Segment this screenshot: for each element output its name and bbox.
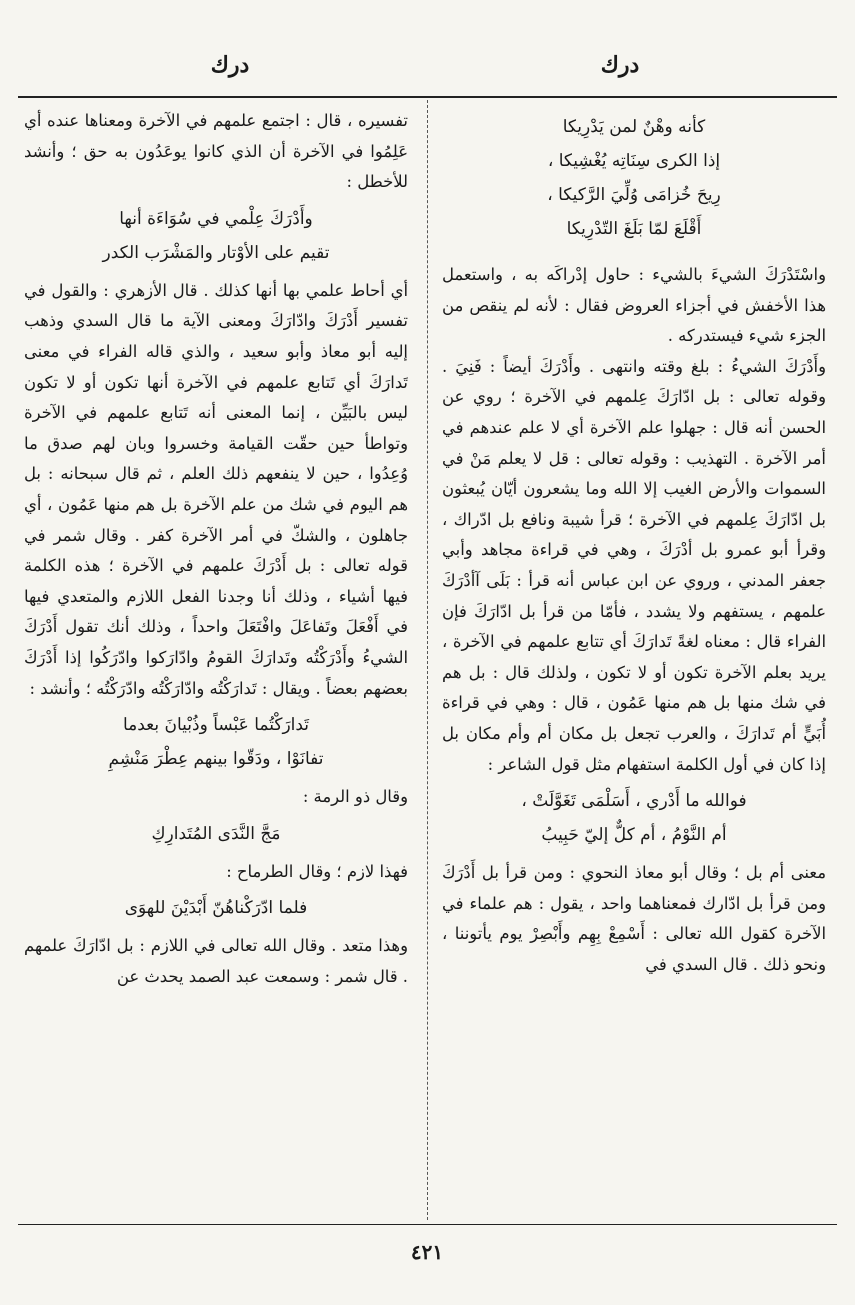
paragraph: وهذا متعد . وقال الله تعالى في اللازم : بل ادّارَكَ علمهم . قال شمر : وسمعت عبد الصمد يحدث عن xyxy=(24,936,408,986)
paragraph: واسْتَدْرَكَ الشيءَ بالشيء : حاول إدْراكَه به ، واستعمل هذا الأخفش في أجزاء العروض فقال : لأنه لم ينقص من الجزء شيء فيستدركه . xyxy=(442,265,826,346)
paragraph: فهذا لازم ؛ وقال الطرماح : xyxy=(226,861,408,881)
header-word-left: درك xyxy=(210,52,250,78)
verse-line: تقيم على الأوْتار والمَشْرَب الكدر xyxy=(102,242,330,263)
column-divider xyxy=(427,100,428,1220)
verse-line: وأَدْرَكَ عِلْمي في سُوَاءَة أنها xyxy=(119,208,313,229)
verse-block xyxy=(24,708,408,776)
verse-line: أَقْلَعَ لمّا بَلَغَ التّدْرِيكا xyxy=(566,219,702,239)
verse-line: أم النَّوْمُ ، أم كلٌّ إليّ حَبِيبُ xyxy=(541,825,727,846)
top-rule xyxy=(18,96,837,98)
verse-block xyxy=(24,817,408,851)
verse-block xyxy=(442,110,826,246)
verse-line: مَجَّ النَّدَى المُتَدارِكِ xyxy=(151,823,281,844)
verse-line: إذا الكرى سِنَاتِه يُغْشِيكا ، xyxy=(547,151,721,171)
paragraph: وقال ذو الرمة : xyxy=(302,787,408,807)
verse-line: فوالله ما أَدْري ، أَسَلْمَى تَغَوَّلَتْ ، xyxy=(521,791,747,812)
header-word-right: درك xyxy=(600,52,640,78)
right-column xyxy=(442,106,826,1216)
verse-block xyxy=(24,891,408,925)
paragraph: أي أحاط علمي بها أنها كذلك . قال الأزهري : والقول في تفسير أَدْرَكَ وادّارَكَ ومعنى الآية ما قال السدي وذهب إليه أبو معاذ وأبو سعيد ، والذي قاله الفراء في معنى تَدارَكَ أي تَتابع علمهم في الآخرة أنها تكون أو لا تكون ليس بالبَيِّن ، إنما المعنى أنه تَتابع علمهم في الآخرة وتواطأ حين حقّت القيامة وخسروا وبان لهم صدق ما وُعِدُوا ، حين لا ينفعهم ذلك العلم ، ثم قال سبحانه : بل هم اليوم في شك من علم الآخرة بل هم منها عَمُون ، أي جاهلون ، والشكّ في أمر الآخرة كفر . وقال شمر في قوله تعالى : بل أَدْرَكَ علمهم في الآخرة ؛ هذه الكلمة فيها أشياء ، وذلك أنا وجدنا الفعل اللازم والمتعدي فيها في أَفْعَلَ وتَفاعَلَ وافْتَعَلَ واحداً ، وذلك أنك تقول أَدْرَكَ الشيءُ وأَدْرَكْتُه وتَدارَكَ القومُ وادّارَكوا وادّرَكُوا إذا أَدْرَكَ بعضهم بعضاً . ويقال : تَدارَكْتُه وادّارَكْتُه وادّرَكْتُه ؛ وأنشد : xyxy=(24,280,408,698)
verse-block xyxy=(442,784,826,852)
verse-block xyxy=(24,202,408,270)
left-column xyxy=(24,106,408,1216)
paragraph: تفسيره ، قال : اجتمع علمهم في الآخرة ومعناها عنده أي عَلِمُوا في الآخرة أن الذي كانوا يوعَدُون به حق ؛ وأنشد للأخطل : xyxy=(24,111,408,192)
verse-line: رِيحَ خُزامَى وُلِّيَ الرَّكيكا ، xyxy=(547,185,721,205)
verse-line: فلما ادّرَكْناهُنّ أَبْدَيْنَ للهوَى xyxy=(124,898,308,919)
page-number: ٤٢١ xyxy=(410,1240,444,1264)
verse-line: تفانَوْا ، ودَقّوا بينهم عِطْرَ مَنْشِمِ xyxy=(108,749,324,770)
paragraph: وأَدْرَكَ الشيءُ : بلغ وقته وانتهى . وأَدْرَكَ أيضاً : فَنِيَ . وقوله تعالى : بل ادّارَكَ عِلمهم في الآخرة ؛ روي عن الحسن أنه قال : جهلوا علم الآخرة أي لا علم عندهم في أمر الآخرة . التهذيب : وقوله تعالى : قل لا يعلم مَنْ في السموات والأرض الغيب إلا الله وما يشعرون أيّان يُبعثون بل ادّارَكَ عِلمهم في الآخرة ؛ قرأ شيبة ونافع بل ادّراك ، وقرأ أبو عمرو بل أدْرَكَ ، وهي في قراءة مجاهد وأبي جعفر المدني ، وروي عن ابن عباس أنه قرأ : بَلَى آأدْرَكَ علمهم ، يستفهم ولا يشدد ، فأمّا من قرأ بل ادّارَكَ فإن الفراء قال : معناه لغةً تَدارَكَ أي تتابع علمهم في الآخرة ، يريد بعلم الآخرة تكون أو لا تكون ، ولذلك قال : بل هم في شك منها بل هم منها عَمُون ، قال : وهي في قراءة أُبَيٍّ أم تَدارَكَ ، والعرب تجعل بل مكان أم وأم مكان بل إذا كان في أول الكلمة استفهام مثل قول الشاعر : xyxy=(442,356,826,774)
bottom-rule xyxy=(18,1224,837,1225)
verse-line: كأنه وهْنٌ لمن يَدْرِيكا xyxy=(562,117,706,137)
verse-line: تَدارَكْتُما عَبْساً وذُبْيانَ بعدما xyxy=(122,715,310,736)
paragraph: معنى أم بل ؛ وقال أبو معاذ النحوي : ومن قرأ بل أَدْرَكَ ومن قرأ بل ادّارك فمعناهما واحد ، يقول : هم علماء في الآخرة كقول الله تعالى : أَسْمِعْ بِهِم وأَبْصِرْ يوم يأتوننا ، ونحو ذلك . قال السدي في xyxy=(442,863,826,974)
